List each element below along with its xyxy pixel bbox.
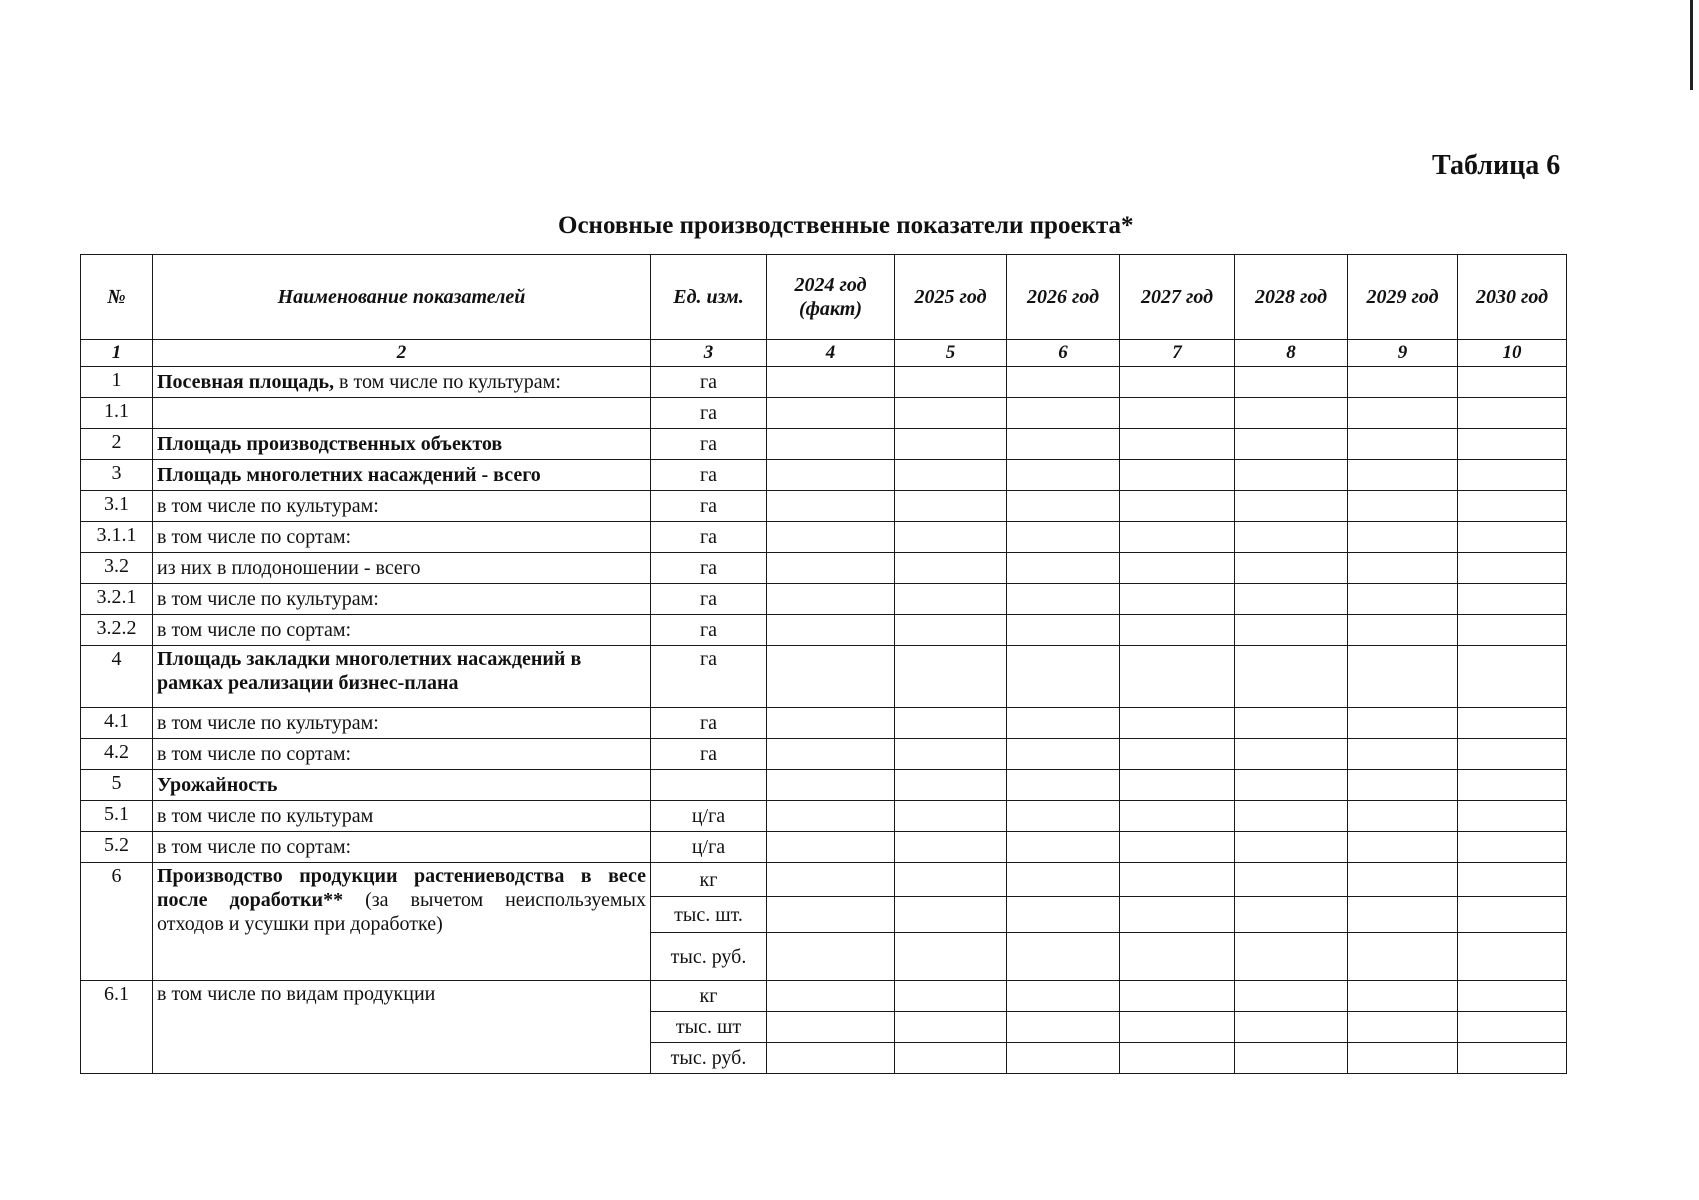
value-cell — [767, 933, 895, 981]
value-cell — [767, 832, 895, 863]
value-cell — [767, 553, 895, 584]
value-cell — [1120, 553, 1235, 584]
value-cell — [767, 460, 895, 491]
scan-edge-mark — [1690, 0, 1693, 90]
value-cell — [1458, 739, 1567, 770]
value-cell — [1348, 398, 1458, 429]
table-row — [81, 584, 1567, 615]
value-cell — [767, 897, 895, 933]
row-number: 4.2 — [81, 739, 153, 770]
value-cell — [1458, 897, 1567, 933]
value-cell — [1348, 897, 1458, 933]
value-cell — [895, 615, 1007, 646]
value-cell — [767, 615, 895, 646]
value-cell — [1120, 832, 1235, 863]
value-cell — [767, 1043, 895, 1074]
value-cell — [1458, 491, 1567, 522]
header-name: Наименование показателей — [153, 255, 651, 340]
value-cell — [767, 770, 895, 801]
table-title: Основные производственные показатели проекта* — [558, 212, 1134, 239]
value-cell — [1120, 367, 1235, 398]
value-cell — [767, 429, 895, 460]
value-cell — [1458, 1012, 1567, 1043]
value-cell — [1007, 553, 1120, 584]
value-cell — [1007, 615, 1120, 646]
table-row — [81, 522, 1567, 553]
value-cell — [1120, 801, 1235, 832]
value-cell — [895, 398, 1007, 429]
row-name-bold: Производство продукции растениеводства в весе после доработки** — [157, 865, 646, 911]
value-cell — [1458, 615, 1567, 646]
value-cell — [767, 863, 895, 897]
value-cell — [1120, 460, 1235, 491]
value-cell — [1458, 933, 1567, 981]
value-cell — [1458, 770, 1567, 801]
value-cell — [1348, 584, 1458, 615]
row-number: 5 — [81, 770, 153, 801]
value-cell — [1007, 398, 1120, 429]
value-cell — [1348, 522, 1458, 553]
value-cell — [895, 933, 1007, 981]
value-cell — [1348, 832, 1458, 863]
value-cell — [767, 367, 895, 398]
value-cell — [1348, 739, 1458, 770]
row-name — [153, 367, 651, 398]
value-cell — [1458, 832, 1567, 863]
row-unit: га — [651, 429, 767, 460]
value-cell — [1235, 897, 1348, 933]
value-cell — [1120, 646, 1235, 708]
value-cell — [1235, 863, 1348, 897]
row-name: из них в плодоношении - всего — [153, 553, 651, 584]
value-cell — [1007, 367, 1120, 398]
row-name: Площадь закладки многолетних насаждений в рамках реализации бизнес-плана — [153, 646, 651, 708]
header-2029: 2029 год — [1348, 255, 1458, 340]
value-cell — [895, 801, 1007, 832]
row-unit: га — [651, 553, 767, 584]
value-cell — [1235, 933, 1348, 981]
value-cell — [1348, 801, 1458, 832]
value-cell — [1235, 398, 1348, 429]
row-name — [153, 863, 651, 981]
column-number: 9 — [1348, 340, 1458, 367]
value-cell — [1458, 863, 1567, 897]
row-name — [153, 398, 651, 429]
row-unit: ц/га — [651, 801, 767, 832]
table-row — [81, 981, 1567, 1012]
value-cell — [767, 398, 895, 429]
row-unit: га — [651, 367, 767, 398]
value-cell — [1235, 708, 1348, 739]
value-cell — [1235, 739, 1348, 770]
row-unit: га — [651, 708, 767, 739]
value-cell — [767, 708, 895, 739]
value-cell — [767, 646, 895, 708]
value-cell — [1120, 897, 1235, 933]
value-cell — [1007, 522, 1120, 553]
value-cell — [1007, 981, 1120, 1012]
row-name: в том числе по культурам: — [153, 708, 651, 739]
value-cell — [1348, 646, 1458, 708]
value-cell — [1458, 708, 1567, 739]
table-row — [81, 460, 1567, 491]
column-number: 5 — [895, 340, 1007, 367]
value-cell — [1348, 1043, 1458, 1074]
row-unit: га — [651, 646, 767, 708]
value-cell — [1120, 739, 1235, 770]
value-cell — [1235, 429, 1348, 460]
value-cell — [895, 460, 1007, 491]
value-cell — [1348, 933, 1458, 981]
row-name: в том числе по культурам: — [153, 491, 651, 522]
value-cell — [1007, 584, 1120, 615]
value-cell — [1007, 801, 1120, 832]
table-row — [81, 398, 1567, 429]
row-number: 5.1 — [81, 801, 153, 832]
value-cell — [895, 553, 1007, 584]
column-number: 1 — [81, 340, 153, 367]
row-name: в том числе по культурам: — [153, 584, 651, 615]
value-cell — [1007, 491, 1120, 522]
value-cell — [1007, 1043, 1120, 1074]
value-cell — [767, 801, 895, 832]
row-unit — [651, 770, 767, 801]
row-unit: га — [651, 522, 767, 553]
row-unit: га — [651, 584, 767, 615]
indicators-table — [80, 254, 1567, 1074]
value-cell — [1348, 460, 1458, 491]
value-cell — [1458, 801, 1567, 832]
row-unit: тыс. шт. — [651, 897, 767, 933]
value-cell — [1235, 522, 1348, 553]
row-unit: кг — [651, 863, 767, 897]
table-number: Таблица 6 — [1432, 150, 1561, 181]
header-num: № — [81, 255, 153, 340]
row-name: в том числе по сортам: — [153, 739, 651, 770]
row-number: 4.1 — [81, 708, 153, 739]
value-cell — [895, 981, 1007, 1012]
value-cell — [1007, 770, 1120, 801]
table-row — [81, 615, 1567, 646]
row-number: 4 — [81, 646, 153, 708]
value-cell — [1007, 897, 1120, 933]
row-name: в том числе по культурам — [153, 801, 651, 832]
table-row — [81, 491, 1567, 522]
value-cell — [895, 832, 1007, 863]
row-number: 3.1.1 — [81, 522, 153, 553]
value-cell — [1120, 429, 1235, 460]
value-cell — [895, 429, 1007, 460]
value-cell — [767, 584, 895, 615]
column-number: 2 — [153, 340, 651, 367]
row-unit: га — [651, 398, 767, 429]
row-unit: га — [651, 460, 767, 491]
row-name: в том числе по сортам: — [153, 832, 651, 863]
row-unit: тыс. шт — [651, 1012, 767, 1043]
row-name: Урожайность — [153, 770, 651, 801]
column-number: 8 — [1235, 340, 1348, 367]
value-cell — [1348, 491, 1458, 522]
row-number: 3 — [81, 460, 153, 491]
value-cell — [895, 863, 1007, 897]
value-cell — [1235, 460, 1348, 491]
table-row — [81, 801, 1567, 832]
value-cell — [1120, 1043, 1235, 1074]
column-number: 6 — [1007, 340, 1120, 367]
value-cell — [1348, 708, 1458, 739]
row-unit: ц/га — [651, 832, 767, 863]
header-2026: 2026 год — [1007, 255, 1120, 340]
row-name: в том числе по сортам: — [153, 615, 651, 646]
header-2027: 2027 год — [1120, 255, 1235, 340]
value-cell — [1007, 863, 1120, 897]
value-cell — [1120, 770, 1235, 801]
row-unit: га — [651, 491, 767, 522]
value-cell — [1120, 981, 1235, 1012]
column-number-row — [81, 340, 1567, 367]
row-unit: тыс. руб. — [651, 1043, 767, 1074]
table-row — [81, 770, 1567, 801]
value-cell — [895, 739, 1007, 770]
table-row — [81, 429, 1567, 460]
value-cell — [1007, 429, 1120, 460]
value-cell — [767, 981, 895, 1012]
value-cell — [767, 1012, 895, 1043]
value-cell — [895, 1043, 1007, 1074]
row-number: 2 — [81, 429, 153, 460]
value-cell — [1348, 770, 1458, 801]
value-cell — [895, 708, 1007, 739]
row-unit: га — [651, 615, 767, 646]
value-cell — [1458, 1043, 1567, 1074]
value-cell — [1235, 801, 1348, 832]
row-name-rest: в том числе по культурам: — [334, 371, 561, 393]
value-cell — [1235, 367, 1348, 398]
value-cell — [1458, 429, 1567, 460]
value-cell — [767, 739, 895, 770]
value-cell — [1235, 770, 1348, 801]
value-cell — [895, 770, 1007, 801]
value-cell — [1235, 1043, 1348, 1074]
row-name: в том числе по сортам: — [153, 522, 651, 553]
table-row — [81, 646, 1567, 708]
header-2028: 2028 год — [1235, 255, 1348, 340]
table-row — [81, 708, 1567, 739]
value-cell — [1458, 584, 1567, 615]
header-row — [81, 255, 1567, 340]
value-cell — [1007, 739, 1120, 770]
value-cell — [1458, 981, 1567, 1012]
value-cell — [1458, 522, 1567, 553]
value-cell — [1120, 398, 1235, 429]
header-2024: 2024 год (факт) — [767, 255, 895, 340]
value-cell — [1348, 981, 1458, 1012]
table-row — [81, 863, 1567, 897]
value-cell — [895, 491, 1007, 522]
value-cell — [1120, 584, 1235, 615]
value-cell — [1235, 553, 1348, 584]
value-cell — [1007, 646, 1120, 708]
value-cell — [895, 367, 1007, 398]
value-cell — [1348, 615, 1458, 646]
row-number: 3.2 — [81, 553, 153, 584]
header-unit: Ед. изм. — [651, 255, 767, 340]
value-cell — [1235, 584, 1348, 615]
value-cell — [1458, 367, 1567, 398]
row-unit: тыс. руб. — [651, 933, 767, 981]
value-cell — [1235, 832, 1348, 863]
value-cell — [1235, 1012, 1348, 1043]
table-row — [81, 832, 1567, 863]
value-cell — [1120, 1012, 1235, 1043]
row-unit: га — [651, 739, 767, 770]
row-name: Площадь производственных объектов — [153, 429, 651, 460]
value-cell — [895, 646, 1007, 708]
column-number: 3 — [651, 340, 767, 367]
value-cell — [1120, 933, 1235, 981]
header-2030: 2030 год — [1458, 255, 1567, 340]
row-name-bold: Посевная площадь, — [157, 371, 335, 393]
value-cell — [1348, 863, 1458, 897]
value-cell — [1458, 460, 1567, 491]
value-cell — [1458, 398, 1567, 429]
row-name: Площадь многолетних насаждений - всего — [153, 460, 651, 491]
value-cell — [1348, 1012, 1458, 1043]
row-name-rest: (за вычетом неиспользуемых отходов и усушки при доработке) — [157, 889, 646, 935]
value-cell — [1348, 367, 1458, 398]
row-number: 1 — [81, 367, 153, 398]
value-cell — [1458, 553, 1567, 584]
table-row — [81, 553, 1567, 584]
table-row — [81, 739, 1567, 770]
value-cell — [1007, 708, 1120, 739]
row-number: 5.2 — [81, 832, 153, 863]
row-number: 1.1 — [81, 398, 153, 429]
row-number: 3.2.2 — [81, 615, 153, 646]
value-cell — [1007, 1012, 1120, 1043]
row-number: 3.2.1 — [81, 584, 153, 615]
value-cell — [767, 522, 895, 553]
value-cell — [1120, 522, 1235, 553]
value-cell — [1235, 981, 1348, 1012]
value-cell — [895, 584, 1007, 615]
value-cell — [1235, 646, 1348, 708]
value-cell — [1007, 933, 1120, 981]
row-unit: кг — [651, 981, 767, 1012]
value-cell — [1007, 460, 1120, 491]
row-name: в том числе по видам продукции — [153, 981, 651, 1074]
value-cell — [1235, 615, 1348, 646]
value-cell — [1120, 708, 1235, 739]
value-cell — [1120, 615, 1235, 646]
value-cell — [1007, 832, 1120, 863]
value-cell — [767, 491, 895, 522]
row-number: 6.1 — [81, 981, 153, 1074]
column-number: 10 — [1458, 340, 1567, 367]
header-2025: 2025 год — [895, 255, 1007, 340]
value-cell — [895, 522, 1007, 553]
value-cell — [895, 897, 1007, 933]
row-number: 3.1 — [81, 491, 153, 522]
column-number: 7 — [1120, 340, 1235, 367]
value-cell — [1120, 863, 1235, 897]
value-cell — [1120, 491, 1235, 522]
value-cell — [1348, 553, 1458, 584]
value-cell — [895, 1012, 1007, 1043]
row-number: 6 — [81, 863, 153, 981]
value-cell — [1235, 491, 1348, 522]
value-cell — [1458, 646, 1567, 708]
table-row — [81, 367, 1567, 398]
column-number: 4 — [767, 340, 895, 367]
value-cell — [1348, 429, 1458, 460]
